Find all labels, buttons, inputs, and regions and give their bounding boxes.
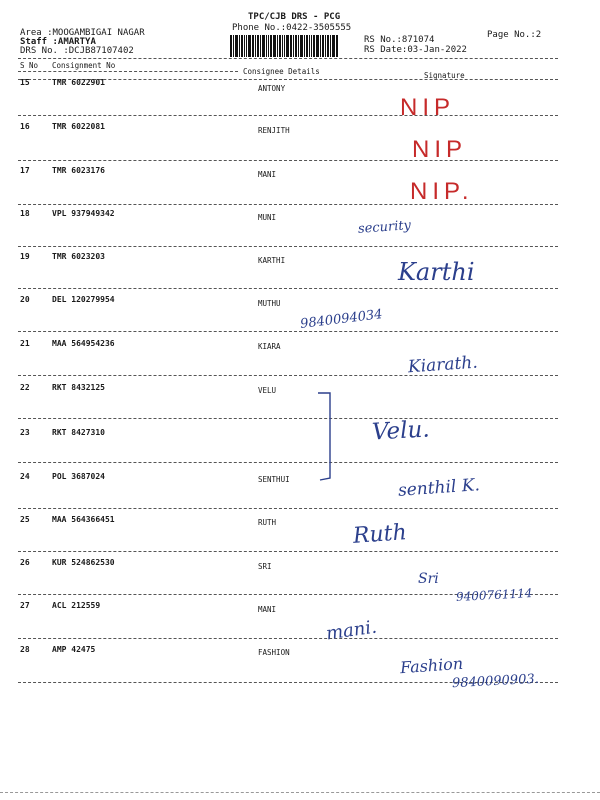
- row-consignment: TMR 6023176: [52, 166, 105, 175]
- barcode: [230, 35, 360, 57]
- row-sno: 26: [20, 558, 30, 567]
- signature-kiara: Kiarath.: [407, 352, 479, 378]
- row-sno: 20: [20, 295, 30, 304]
- signature-fashion-phone: 9840090903.: [451, 671, 540, 692]
- row-divider: [18, 638, 558, 639]
- row-divider: [18, 508, 558, 509]
- row-sno: 23: [20, 428, 30, 437]
- row-consignee: KARTHI: [258, 256, 286, 265]
- row-consignee: VELU: [258, 386, 277, 395]
- row-consignee: SRI: [258, 562, 272, 571]
- drs-number: DRS No. :DCJB87107402: [20, 46, 134, 56]
- row-consignment: POL 3687024: [52, 472, 105, 481]
- row-consignment: VPL 937949342: [52, 209, 115, 218]
- row-sno: 24: [20, 472, 30, 481]
- row-divider: [18, 204, 558, 205]
- row-consignment: TMR 6022901: [52, 78, 105, 87]
- signature-nip: NIP: [412, 136, 468, 163]
- row-consignee: KIARA: [258, 342, 281, 351]
- row-consignment: RKT 8432125: [52, 383, 105, 392]
- row-consignee: RENJITH: [258, 126, 290, 135]
- row-consignment: MAA 564954236: [52, 339, 115, 348]
- page-number: Page No.:2: [487, 30, 542, 40]
- signature-nip: NIP.: [410, 178, 474, 205]
- row-sno: 27: [20, 601, 30, 610]
- row-consignee: MANI: [258, 605, 277, 614]
- bracket-mark: [316, 390, 336, 482]
- signature-karthi: Karthi: [398, 258, 475, 286]
- row-sno: 15: [20, 78, 30, 87]
- signature-velu: Velu.: [371, 416, 431, 446]
- signature-mani: mani.: [324, 616, 379, 645]
- row-divider: [18, 331, 558, 332]
- row-divider: [18, 288, 558, 289]
- column-header-consignment: Consignment No: [52, 61, 116, 70]
- row-sno: 19: [20, 252, 30, 261]
- column-header-sno: S No: [20, 61, 39, 70]
- document-title: TPC/CJB DRS - PCG: [248, 12, 341, 22]
- row-sno: 17: [20, 166, 30, 175]
- signature-senthil: senthil K.: [397, 475, 481, 501]
- staff-label: Staff :AMARTYA: [20, 37, 96, 47]
- row-divider: [18, 462, 558, 463]
- column-header-signature: Signature: [424, 71, 465, 80]
- signature-security: security: [357, 218, 412, 237]
- row-consignee: RUTH: [258, 518, 277, 527]
- row-sno: 16: [20, 122, 30, 131]
- row-consignee: ANTONY: [258, 84, 286, 93]
- row-consignee: FASHION: [258, 648, 290, 657]
- signature-fashion: Fashion: [399, 653, 464, 678]
- signature-muthu-phone: 9840094034: [299, 307, 384, 332]
- row-divider: [18, 160, 558, 161]
- row-divider: [18, 115, 558, 116]
- signature-sri-phone: 9400761114: [455, 586, 533, 604]
- row-consignment: TMR 6023203: [52, 252, 105, 261]
- row-divider: [18, 551, 558, 552]
- area-label: Area :MOOGAMBIGAI NAGAR: [20, 28, 145, 38]
- signature-nip: NIP: [400, 94, 456, 121]
- rs-number: RS No.:871074: [364, 35, 435, 45]
- row-divider: [18, 246, 558, 247]
- signature-ruth: Ruth: [352, 520, 408, 549]
- row-divider: [18, 418, 558, 419]
- row-divider: [18, 375, 558, 376]
- row-sno: 18: [20, 209, 30, 218]
- rs-date: RS Date:03-Jan-2022: [364, 45, 467, 55]
- row-consignee: SENTHUI: [258, 475, 290, 484]
- row-consignment: AMP 42475: [52, 645, 96, 654]
- row-consignment: ACL 212559: [52, 601, 101, 610]
- scan-edge: [0, 792, 600, 793]
- row-consignment: RKT 8427310: [52, 428, 105, 437]
- row-consignment: MAA 564366451: [52, 515, 115, 524]
- row-sno: 22: [20, 383, 30, 392]
- divider: [18, 58, 558, 59]
- row-sno: 25: [20, 515, 30, 524]
- row-consignee: MUNI: [258, 213, 277, 222]
- row-sno: 21: [20, 339, 30, 348]
- column-header-consignee: Consignee Details: [243, 67, 320, 76]
- phone-number: Phone No.:0422-3505555: [232, 23, 352, 33]
- row-consignee: MUTHU: [258, 299, 281, 308]
- signature-sri: Sri: [418, 571, 439, 587]
- row-sno: 28: [20, 645, 30, 654]
- row-consignment: DEL 120279954: [52, 295, 115, 304]
- row-consignment: TMR 6022081: [52, 122, 105, 131]
- row-consignment: KUR 524862530: [52, 558, 115, 567]
- divider: [18, 71, 238, 72]
- row-consignee: MANI: [258, 170, 277, 179]
